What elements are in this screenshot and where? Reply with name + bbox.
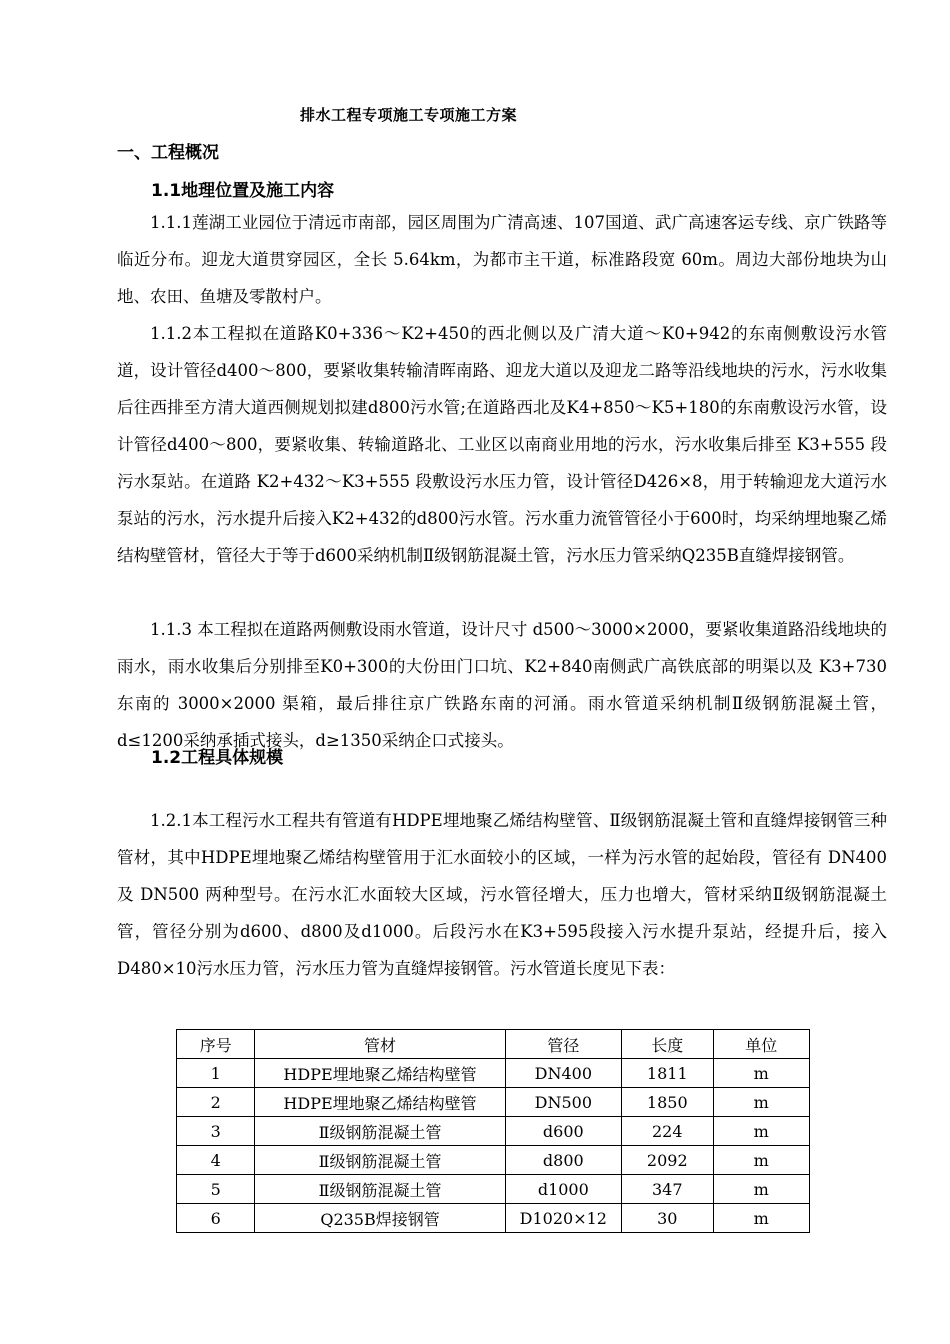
- header-material: 管材: [255, 1030, 505, 1059]
- cell-unit: m: [713, 1117, 809, 1146]
- cell-material: HDPE埋地聚乙烯结构壁管: [255, 1088, 505, 1117]
- cell-material: Ⅱ级钢筋混凝土管: [255, 1175, 505, 1204]
- cell-index: 4: [177, 1146, 255, 1175]
- cell-length: 1811: [622, 1059, 714, 1088]
- cell-length: 1850: [622, 1088, 714, 1117]
- cell-length: 30: [622, 1204, 714, 1233]
- cell-material: Ⅱ级钢筋混凝土管: [255, 1117, 505, 1146]
- table-header-row: [177, 1030, 810, 1059]
- cell-index: 3: [177, 1117, 255, 1146]
- cell-unit: m: [713, 1059, 809, 1088]
- cell-unit: m: [713, 1088, 809, 1117]
- table-row: [177, 1088, 810, 1117]
- paragraph-1-1-3: 1.1.3 本工程拟在道路两侧敷设雨水管道，设计尺寸 d500～3000×2000，要紧收集道路沿线地块的雨水，雨水收集后分别排至K0+300的大份田门口坑、K2+840南侧武广高铁底部的明渠以及 K3+730 东南的 3000×2000 渠箱，最后排往京广铁路东南的河涌。雨水管道采纳机制Ⅱ级钢筋混凝土管，d≤1200采纳承插式接头，d≥1350采纳企口式接头。: [117, 620, 887, 750]
- table-row: [177, 1204, 810, 1233]
- subsection-heading-scale: 1.2工程具体规模: [151, 748, 284, 768]
- cell-length: 2092: [622, 1146, 714, 1175]
- cell-unit: m: [713, 1146, 809, 1175]
- cell-length: 347: [622, 1175, 714, 1204]
- subsection-heading-location: 1.1地理位置及施工内容: [151, 181, 335, 201]
- cell-diameter: D1020×12: [505, 1204, 621, 1233]
- cell-diameter: d800: [505, 1146, 621, 1175]
- table-row: [177, 1146, 810, 1175]
- header-unit: 单位: [713, 1030, 809, 1059]
- paragraph-1-1-1: 1.1.1莲湖工业园位于清远市南部，园区周围为广清高速、107国道、武广高速客运专线、京广铁路等临近分布。迎龙大道贯穿园区，全长 5.64km，为都市主干道，标准路段宽 60m。周边大部份地块为山地、农田、鱼塘及零散村户。: [117, 213, 887, 306]
- cell-index: 6: [177, 1204, 255, 1233]
- cell-diameter: d600: [505, 1117, 621, 1146]
- section-heading-overview: 一、工程概况: [117, 143, 219, 163]
- header-index: 序号: [177, 1030, 255, 1059]
- cell-material: HDPE埋地聚乙烯结构壁管: [255, 1059, 505, 1088]
- cell-index: 5: [177, 1175, 255, 1204]
- paragraph-1-2-1: 1.2.1本工程污水工程共有管道有HDPE埋地聚乙烯结构壁管、Ⅱ级钢筋混凝土管和直缝焊接钢管三种管材，其中HDPE埋地聚乙烯结构壁管用于汇水面较小的区域，一样为污水管的起始段，管径有 DN400 及 DN500 两种型号。在污水汇水面较大区域，污水管径增大，压力也增大，管材采纳Ⅱ级钢筋混凝土管，管径分别为d600、d800及d1000。后段污水在K3+595段接入污水提升泵站，经提升后，接入D480×10污水压力管，污水压力管为直缝焊接钢管。污水管道长度见下表：: [117, 811, 887, 978]
- table-row: [177, 1175, 810, 1204]
- table-row: [177, 1117, 810, 1146]
- cell-unit: m: [713, 1175, 809, 1204]
- cell-unit: m: [713, 1204, 809, 1233]
- cell-material: Ⅱ级钢筋混凝土管: [255, 1146, 505, 1175]
- cell-material: Q235B焊接钢管: [255, 1204, 505, 1233]
- header-diameter: 管径: [505, 1030, 621, 1059]
- paragraph-1-1-2: 1.1.2本工程拟在道路K0+336～K2+450的西北侧以及广清大道～K0+942的东南侧敷设污水管道，设计管径d400～800，要紧收集转输清晖南路、迎龙大道以及迎龙二路等沿线地块的污水，污水收集后往西排至方清大道西侧规划拟建d800污水管;在道路西北及K4+850～K5+180的东南敷设污水管，设计管径d400～800，要紧收集、转输道路北、工业区以南商业用地的污水，污水收集后排至 K3+555 段污水泵站。在道路 K2+432～K3+555 段敷设污水压力管，设计管径D426×8，用于转输迎龙大道污水泵站的污水，污水提升后接入K2+432的d800污水管。污水重力流管管径小于600时，均采纳埋地聚乙烯结构壁管材，管径大于等于d600采纳机制Ⅱ级钢筋混凝土管，污水压力管采纳Q235B直缝焊接钢管。: [117, 324, 887, 565]
- cell-diameter: d1000: [505, 1175, 621, 1204]
- document-title: 排水工程专项施工专项施工方案: [300, 106, 518, 124]
- cell-index: 2: [177, 1088, 255, 1117]
- table-row: [177, 1059, 810, 1088]
- cell-length: 224: [622, 1117, 714, 1146]
- header-length: 长度: [622, 1030, 714, 1059]
- cell-diameter: DN400: [505, 1059, 621, 1088]
- cell-index: 1: [177, 1059, 255, 1088]
- pipe-length-table: [176, 1029, 810, 1233]
- cell-diameter: DN500: [505, 1088, 621, 1117]
